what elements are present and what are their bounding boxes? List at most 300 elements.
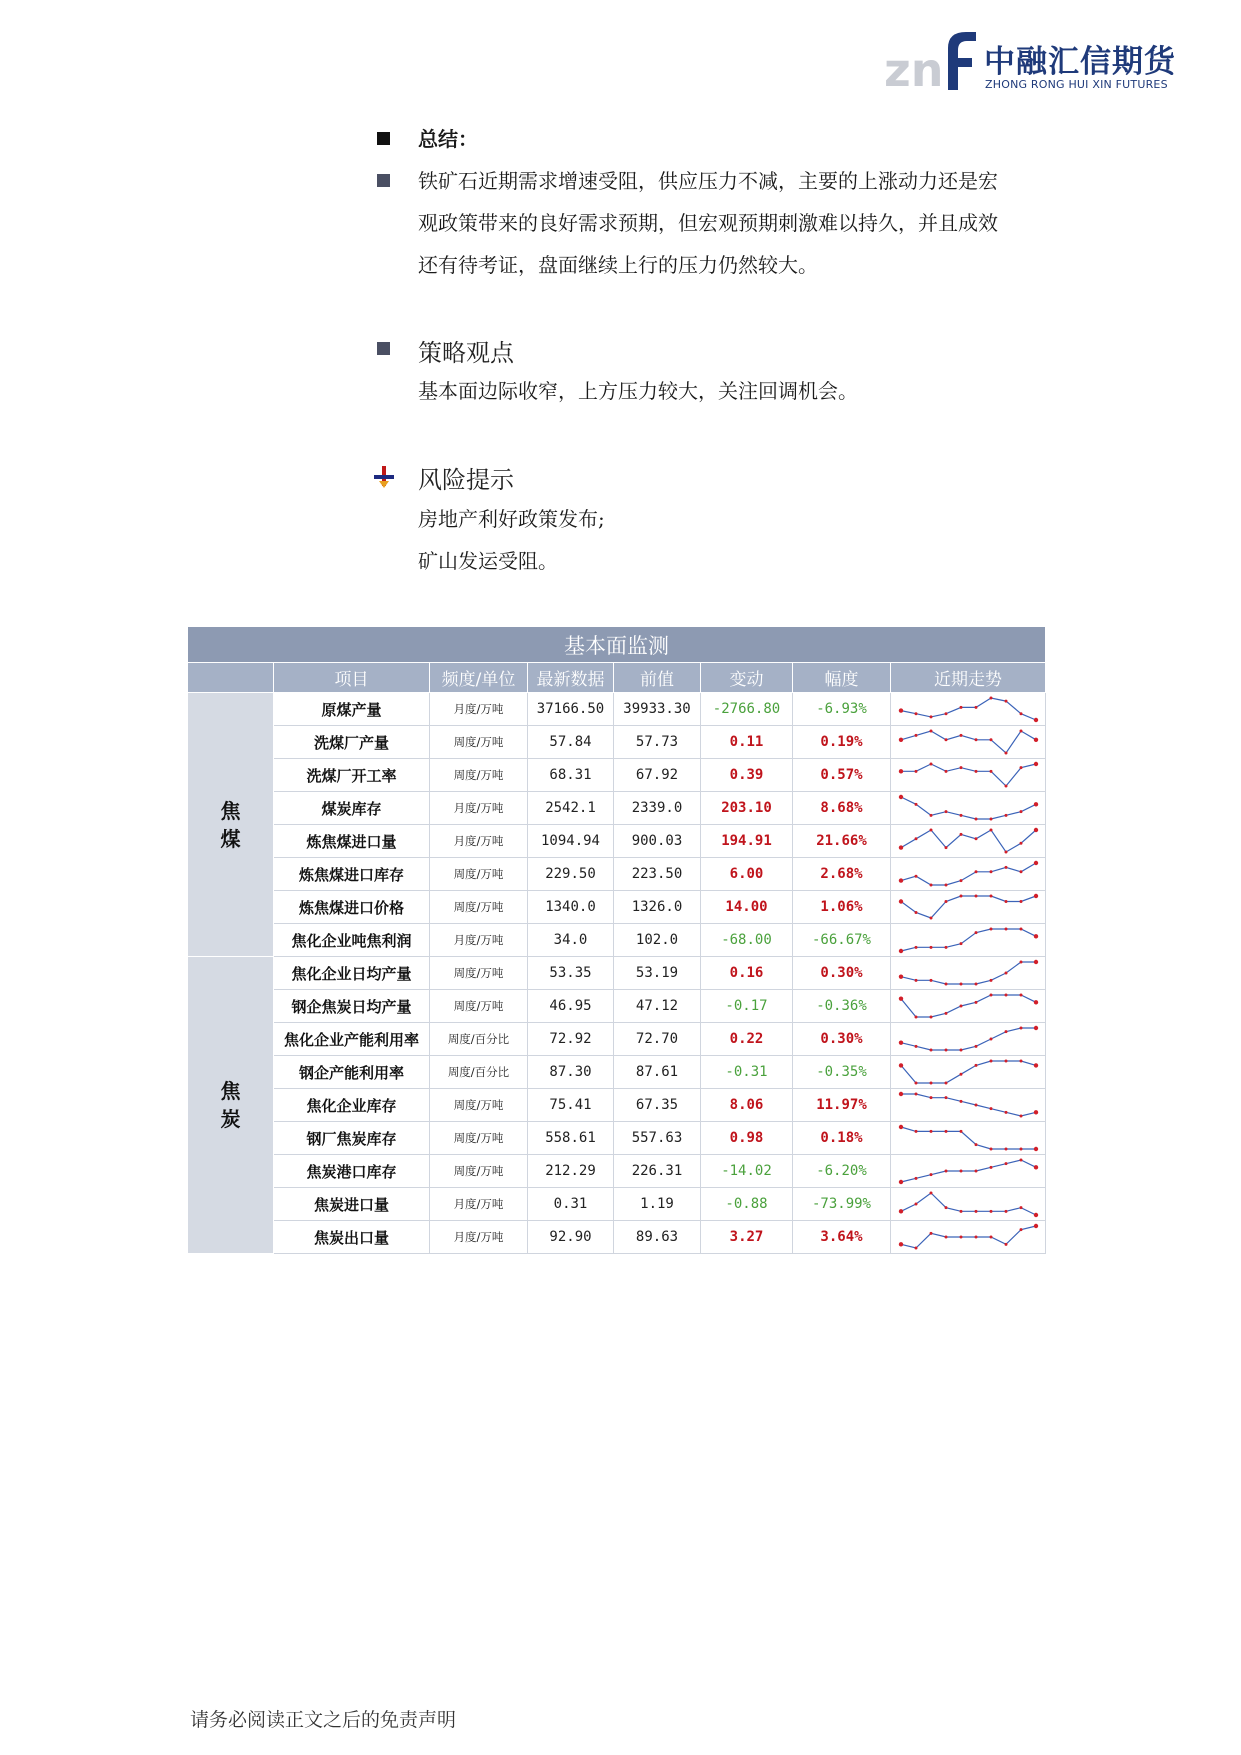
change-percent: 11.97% [793, 1089, 891, 1122]
change-percent: -6.93% [793, 693, 891, 726]
table-row [188, 1056, 1046, 1089]
risk-arrow-icon [372, 464, 396, 488]
sparkline-point [930, 763, 933, 766]
trend-sparkline-cell [891, 1221, 1046, 1254]
sparkline-point [990, 1236, 993, 1239]
sparkline-point [945, 846, 948, 849]
sparkline-point [975, 837, 978, 840]
sparkline-point [945, 884, 948, 887]
sparkline-point [990, 994, 993, 997]
sparkline-point [1034, 718, 1038, 722]
change-percent: 1.06% [793, 891, 891, 924]
sparkline-point [915, 911, 918, 914]
sparkline-point [960, 1170, 963, 1173]
previous-value: 87.61 [614, 1056, 701, 1089]
change-value: -0.17 [701, 990, 793, 1023]
sparkline-point [945, 738, 948, 741]
frequency-unit: 周度/百分比 [430, 1056, 528, 1089]
sparkline-line [901, 1160, 1036, 1182]
trend-sparkline [891, 1089, 1046, 1121]
change-percent: 8.68% [793, 792, 891, 825]
sparkline-point [930, 1049, 933, 1052]
sparkline-point [899, 996, 903, 1000]
item-name: 洗煤厂产量 [274, 726, 430, 759]
risk-line-2: 矿山发运受阻。 [418, 549, 558, 573]
latest-value: 1094.94 [528, 825, 614, 858]
change-percent: 0.57% [793, 759, 891, 792]
summary-text-bullet [377, 174, 390, 187]
sparkline-point [960, 1100, 963, 1103]
change-value: 0.98 [701, 1122, 793, 1155]
header-trend: 近期走势 [891, 663, 1046, 693]
sparkline-point [945, 1206, 948, 1209]
sparkline-point [1034, 960, 1038, 964]
trend-sparkline [891, 858, 1046, 890]
sparkline-point [1005, 900, 1008, 903]
sparkline-point [1034, 894, 1038, 898]
sparkline-point [975, 738, 978, 741]
trend-sparkline-cell [891, 1089, 1046, 1122]
header-latest: 最新数据 [528, 663, 614, 693]
trend-sparkline-cell [891, 792, 1046, 825]
latest-value: 68.31 [528, 759, 614, 792]
table-body [188, 693, 1046, 1254]
strategy-bullet [377, 342, 390, 355]
change-percent: 0.18% [793, 1122, 891, 1155]
sparkline-point [945, 1170, 948, 1173]
sparkline-point [990, 1148, 993, 1151]
sparkline-line [901, 929, 1036, 951]
trend-sparkline-cell [891, 825, 1046, 858]
item-name: 焦化企业库存 [274, 1089, 430, 1122]
trend-sparkline [891, 792, 1046, 824]
sparkline-point [915, 1203, 918, 1206]
sparkline-point [930, 1232, 933, 1235]
latest-value: 1340.0 [528, 891, 614, 924]
sparkline-point [945, 1236, 948, 1239]
risk-title: 风险提示 [418, 466, 514, 494]
sparkline-point [960, 833, 963, 836]
sparkline-point [975, 1045, 978, 1048]
sparkline-point [1020, 1027, 1023, 1030]
sparkline-line [901, 863, 1036, 885]
sparkline-point [899, 1209, 903, 1213]
sparkline-point [1020, 766, 1023, 769]
strategy-text: 基本面边际收窄，上方压力较大，关注回调机会。 [418, 379, 858, 403]
sparkline-point [930, 917, 933, 920]
sparkline-point [1034, 738, 1038, 742]
header-item: 项目 [274, 663, 430, 693]
change-value: 0.22 [701, 1023, 793, 1056]
sparkline-line [901, 1193, 1036, 1215]
sparkline-point [960, 1049, 963, 1052]
sparkline-point [899, 878, 903, 882]
sparkline-point [1020, 712, 1023, 715]
svg-text:zn: zn [884, 43, 944, 92]
item-name: 炼焦煤进口库存 [274, 858, 430, 891]
sparkline-point [975, 1001, 978, 1004]
latest-value: 34.0 [528, 924, 614, 957]
sparkline-point [930, 946, 933, 949]
sparkline-point [975, 1104, 978, 1107]
sparkline-point [990, 895, 993, 898]
sparkline-point [915, 1082, 918, 1085]
sparkline-point [915, 875, 918, 878]
sparkline-point [1020, 1060, 1023, 1063]
latest-value: 57.84 [528, 726, 614, 759]
sparkline-point [960, 706, 963, 709]
sparkline-point [960, 879, 963, 882]
sparkline-point [975, 1170, 978, 1173]
table-row [188, 1122, 1046, 1155]
sparkline-point [945, 1082, 948, 1085]
header-pct: 幅度 [793, 663, 891, 693]
company-logo [884, 28, 1184, 96]
previous-value: 223.50 [614, 858, 701, 891]
frequency-unit: 周度/万吨 [430, 1122, 528, 1155]
item-name: 焦炭进口量 [274, 1188, 430, 1221]
disclaimer-footer: 请务必阅读正文之后的免责声明 [190, 1709, 457, 1731]
table-row [188, 957, 1046, 990]
sparkline-line [901, 1226, 1036, 1248]
sparkline-point [899, 1125, 903, 1129]
sparkline-line [901, 764, 1036, 786]
sparkline-point [930, 1096, 933, 1099]
znf-logo-mark [884, 28, 980, 92]
frequency-unit: 周度/万吨 [430, 858, 528, 891]
sparkline-point [1005, 1210, 1008, 1213]
table-row [188, 858, 1046, 891]
sparkline-point [1020, 900, 1023, 903]
latest-value: 2542.1 [528, 792, 614, 825]
frequency-unit: 月度/万吨 [430, 1221, 528, 1254]
sparkline-point [990, 1060, 993, 1063]
trend-sparkline [891, 825, 1046, 857]
latest-value: 53.35 [528, 957, 614, 990]
sparkline-point [945, 770, 948, 773]
sparkline-point [899, 949, 903, 953]
sparkline-point [1034, 1000, 1038, 1004]
item-name: 钢企焦炭日均产量 [274, 990, 430, 1023]
item-name: 焦炭出口量 [274, 1221, 430, 1254]
sparkline-point [975, 770, 978, 773]
frequency-unit: 周度/万吨 [430, 990, 528, 1023]
trend-sparkline [891, 1188, 1046, 1220]
change-percent: 0.30% [793, 957, 891, 990]
sparkline-point [930, 829, 933, 832]
trend-sparkline [891, 1155, 1046, 1187]
group-label: 焦 煤 [188, 693, 274, 957]
table-row [188, 1221, 1046, 1254]
sparkline-point [960, 814, 963, 817]
latest-value: 92.90 [528, 1221, 614, 1254]
sparkline-point [975, 1210, 978, 1213]
item-name: 钢企产能利用率 [274, 1056, 430, 1089]
sparkline-line [901, 1094, 1036, 1116]
change-value: 0.16 [701, 957, 793, 990]
sparkline-point [1034, 934, 1038, 938]
change-percent: 0.30% [793, 1023, 891, 1056]
item-name: 钢厂焦炭库存 [274, 1122, 430, 1155]
previous-value: 1326.0 [614, 891, 701, 924]
frequency-unit: 周度/百分比 [430, 1023, 528, 1056]
sparkline-point [899, 974, 903, 978]
sparkline-point [990, 697, 993, 700]
change-percent: -0.35% [793, 1056, 891, 1089]
summary-line-3: 还有待考证，盘面继续上行的压力仍然较大。 [418, 253, 818, 277]
sparkline-point [915, 1177, 918, 1180]
sparkline-point [915, 1093, 918, 1096]
table-row [188, 1089, 1046, 1122]
sparkline-point [915, 1016, 918, 1019]
sparkline-point [1020, 1206, 1023, 1209]
frequency-unit: 月度/万吨 [430, 1188, 528, 1221]
sparkline-line [901, 1061, 1036, 1083]
logo-chinese-name: 中融汇信期货 [984, 44, 1176, 80]
frequency-unit: 周度/万吨 [430, 1089, 528, 1122]
sparkline-point [990, 738, 993, 741]
sparkline-point [1034, 828, 1038, 832]
change-value: -0.31 [701, 1056, 793, 1089]
sparkline-line [901, 1127, 1036, 1149]
sparkline-point [899, 769, 903, 773]
frequency-unit: 周度/万吨 [430, 957, 528, 990]
sparkline-point [960, 1073, 963, 1076]
frequency-unit: 周度/万吨 [430, 1155, 528, 1188]
sparkline-point [1020, 1228, 1023, 1231]
sparkline-point [990, 1038, 993, 1041]
change-percent: 0.19% [793, 726, 891, 759]
sparkline-point [930, 884, 933, 887]
trend-sparkline-cell [891, 1023, 1046, 1056]
sparkline-point [1005, 1060, 1008, 1063]
latest-value: 87.30 [528, 1056, 614, 1089]
frequency-unit: 周度/万吨 [430, 759, 528, 792]
summary-line-2: 观政策带来的良好需求预期，但宏观预期刺激难以持久，并且成效 [418, 211, 998, 235]
logo-english-name: ZHONG RONG HUI XIN FUTURES [985, 78, 1168, 91]
sparkline-point [990, 979, 993, 982]
item-name: 炼焦煤进口价格 [274, 891, 430, 924]
frequency-unit: 周度/万吨 [430, 891, 528, 924]
sparkline-point [990, 818, 993, 821]
sparkline-point [960, 983, 963, 986]
previous-value: 67.35 [614, 1089, 701, 1122]
previous-value: 53.19 [614, 957, 701, 990]
sparkline-point [1034, 1026, 1038, 1030]
summary-bullet [377, 132, 390, 145]
change-percent: -73.99% [793, 1188, 891, 1221]
item-name: 洗煤厂开工率 [274, 759, 430, 792]
previous-value: 557.63 [614, 1122, 701, 1155]
sparkline-point [930, 1016, 933, 1019]
sparkline-point [975, 1236, 978, 1239]
table-row [188, 825, 1046, 858]
sparkline-point [915, 979, 918, 982]
sparkline-point [915, 1247, 918, 1250]
change-percent: -6.20% [793, 1155, 891, 1188]
frequency-unit: 周度/万吨 [430, 726, 528, 759]
latest-value: 229.50 [528, 858, 614, 891]
sparkline-point [899, 845, 903, 849]
sparkline-point [990, 870, 993, 873]
trend-sparkline-cell [891, 1056, 1046, 1089]
change-percent: 21.66% [793, 825, 891, 858]
table-title: 基本面监测 [188, 627, 1046, 663]
change-percent: 3.64% [793, 1221, 891, 1254]
trend-sparkline-cell [891, 957, 1046, 990]
trend-sparkline-cell [891, 1122, 1046, 1155]
trend-sparkline-cell [891, 1155, 1046, 1188]
sparkline-point [1005, 1162, 1008, 1165]
sparkline-point [1005, 994, 1008, 997]
sparkline-point [1005, 1243, 1008, 1246]
sparkline-point [930, 1173, 933, 1176]
table-row [188, 1155, 1046, 1188]
change-percent: -0.36% [793, 990, 891, 1023]
sparkline-line [901, 896, 1036, 918]
sparkline-point [945, 712, 948, 715]
trend-sparkline-cell [891, 759, 1046, 792]
sparkline-line [901, 797, 1036, 819]
sparkline-line [901, 698, 1036, 720]
sparkline-point [1020, 842, 1023, 845]
table-row [188, 891, 1046, 924]
sparkline-point [1020, 961, 1023, 964]
sparkline-point [945, 983, 948, 986]
sparkline-point [915, 1130, 918, 1133]
change-value: 0.11 [701, 726, 793, 759]
trend-sparkline-cell [891, 990, 1046, 1023]
trend-sparkline [891, 1122, 1046, 1154]
previous-value: 47.12 [614, 990, 701, 1023]
frequency-unit: 月度/万吨 [430, 924, 528, 957]
sparkline-point [990, 1107, 993, 1110]
item-name: 焦化企业日均产量 [274, 957, 430, 990]
sparkline-line [901, 995, 1036, 1017]
sparkline-line [901, 731, 1036, 753]
risk-line-1: 房地产利好政策发布; [418, 507, 605, 531]
sparkline-point [1005, 785, 1008, 788]
change-value: 14.00 [701, 891, 793, 924]
item-name: 煤炭库存 [274, 792, 430, 825]
sparkline-point [915, 946, 918, 949]
sparkline-point [1005, 972, 1008, 975]
sparkline-point [899, 738, 903, 742]
previous-value: 89.63 [614, 1221, 701, 1254]
sparkline-point [960, 734, 963, 737]
trend-sparkline [891, 726, 1046, 758]
sparkline-point [1020, 730, 1023, 733]
trend-sparkline [891, 957, 1046, 989]
sparkline-line [901, 962, 1036, 984]
sparkline-point [960, 1236, 963, 1239]
sparkline-point [960, 1130, 963, 1133]
change-percent: -66.67% [793, 924, 891, 957]
sparkline-point [1005, 851, 1008, 854]
sparkline-point [930, 979, 933, 982]
change-value: -2766.80 [701, 693, 793, 726]
trend-sparkline-cell [891, 924, 1046, 957]
sparkline-point [945, 946, 948, 949]
sparkline-point [1020, 1148, 1023, 1151]
sparkline-point [945, 810, 948, 813]
trend-sparkline-cell [891, 858, 1046, 891]
item-name: 原煤产量 [274, 693, 430, 726]
table-row [188, 990, 1046, 1023]
sparkline-point [1020, 994, 1023, 997]
change-value: -68.00 [701, 924, 793, 957]
sparkline-point [915, 803, 918, 806]
sparkline-point [915, 734, 918, 737]
previous-value: 226.31 [614, 1155, 701, 1188]
sparkline-point [915, 770, 918, 773]
previous-value: 67.92 [614, 759, 701, 792]
sparkline-point [899, 1180, 903, 1184]
group-label: 焦 炭 [188, 957, 274, 1254]
table-row [188, 792, 1046, 825]
latest-value: 558.61 [528, 1122, 614, 1155]
sparkline-point [1034, 1063, 1038, 1067]
sparkline-point [990, 829, 993, 832]
sparkline-point [975, 706, 978, 709]
trend-sparkline [891, 1221, 1046, 1253]
sparkline-point [945, 1012, 948, 1015]
sparkline-point [899, 1040, 903, 1044]
previous-value: 2339.0 [614, 792, 701, 825]
sparkline-point [1020, 810, 1023, 813]
trend-sparkline-cell [891, 891, 1046, 924]
item-name: 炼焦煤进口量 [274, 825, 430, 858]
sparkline-point [945, 1049, 948, 1052]
sparkline-point [945, 1130, 948, 1133]
fundamentals-table [187, 626, 1046, 1254]
previous-value: 102.0 [614, 924, 701, 957]
latest-value: 37166.50 [528, 693, 614, 726]
sparkline-point [975, 931, 978, 934]
sparkline-point [899, 1063, 903, 1067]
table-row [188, 1023, 1046, 1056]
latest-value: 46.95 [528, 990, 614, 1023]
trend-sparkline [891, 759, 1046, 791]
latest-value: 212.29 [528, 1155, 614, 1188]
trend-sparkline-cell [891, 693, 1046, 726]
table-row [188, 924, 1046, 957]
sparkline-point [930, 730, 933, 733]
change-percent: 2.68% [793, 858, 891, 891]
trend-sparkline [891, 693, 1046, 725]
sparkline-point [1020, 870, 1023, 873]
sparkline-point [1005, 928, 1008, 931]
sparkline-point [1020, 928, 1023, 931]
sparkline-point [1034, 802, 1038, 806]
sparkline-point [975, 895, 978, 898]
change-value: 3.27 [701, 1221, 793, 1254]
summary-title: 总结： [418, 127, 478, 151]
item-name: 焦化企业吨焦利润 [274, 924, 430, 957]
sparkline-point [960, 1210, 963, 1213]
sparkline-point [945, 1096, 948, 1099]
item-name: 焦化企业产能利用率 [274, 1023, 430, 1056]
sparkline-point [990, 928, 993, 931]
sparkline-point [915, 712, 918, 715]
previous-value: 1.19 [614, 1188, 701, 1221]
table-row [188, 759, 1046, 792]
sparkline-point [1034, 1165, 1038, 1169]
sparkline-point [930, 814, 933, 817]
sparkline-point [945, 900, 948, 903]
trend-sparkline-cell [891, 726, 1046, 759]
sparkline-point [899, 708, 903, 712]
